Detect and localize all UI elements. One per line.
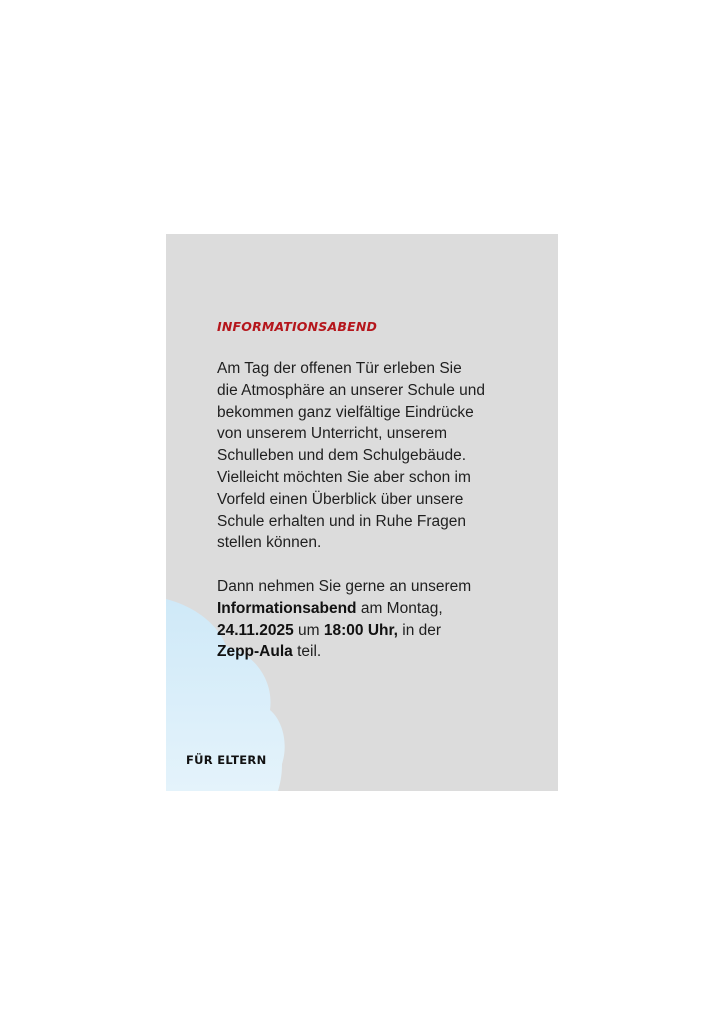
invitation-paragraph	[217, 576, 537, 663]
text-line: die Atmosphäre an unserer Schule und	[217, 381, 485, 399]
text-line: Vielleicht möchten Sie aber schon im	[217, 468, 471, 486]
text-line: stellen können.	[217, 534, 322, 552]
body-text	[217, 358, 537, 663]
text-fragment: teil.	[292, 643, 322, 661]
audience-label: FÜR ELTERN	[186, 753, 267, 767]
text-fragment: am Montag,	[356, 599, 443, 617]
text-fragment: in der	[398, 621, 442, 639]
event-name: Informationsabend	[217, 599, 357, 617]
text-line: bekommen ganz vielfältige Eindrücke	[217, 403, 474, 421]
text-line: Am Tag der offenen Tür erleben Sie	[217, 360, 462, 377]
info-card	[166, 234, 558, 791]
text-line: Schulleben und dem Schulgebäude.	[217, 447, 467, 465]
event-time: 18:00 Uhr,	[323, 621, 398, 639]
event-date: 24.11.2025	[217, 621, 294, 639]
intro-paragraph	[217, 358, 537, 554]
event-location: Zepp-Aula	[217, 643, 293, 661]
text-line: Schule erhalten und in Ruhe Fragen	[217, 512, 467, 530]
text-line: Vorfeld einen Überblick über unsere	[217, 490, 464, 508]
text-line: von unserem Unterricht, unserem	[217, 425, 448, 443]
text-fragment: um	[293, 621, 324, 639]
text-line: Dann nehmen Sie gerne an unserem	[217, 577, 472, 595]
section-heading: INFORMATIONSABEND	[217, 319, 378, 334]
